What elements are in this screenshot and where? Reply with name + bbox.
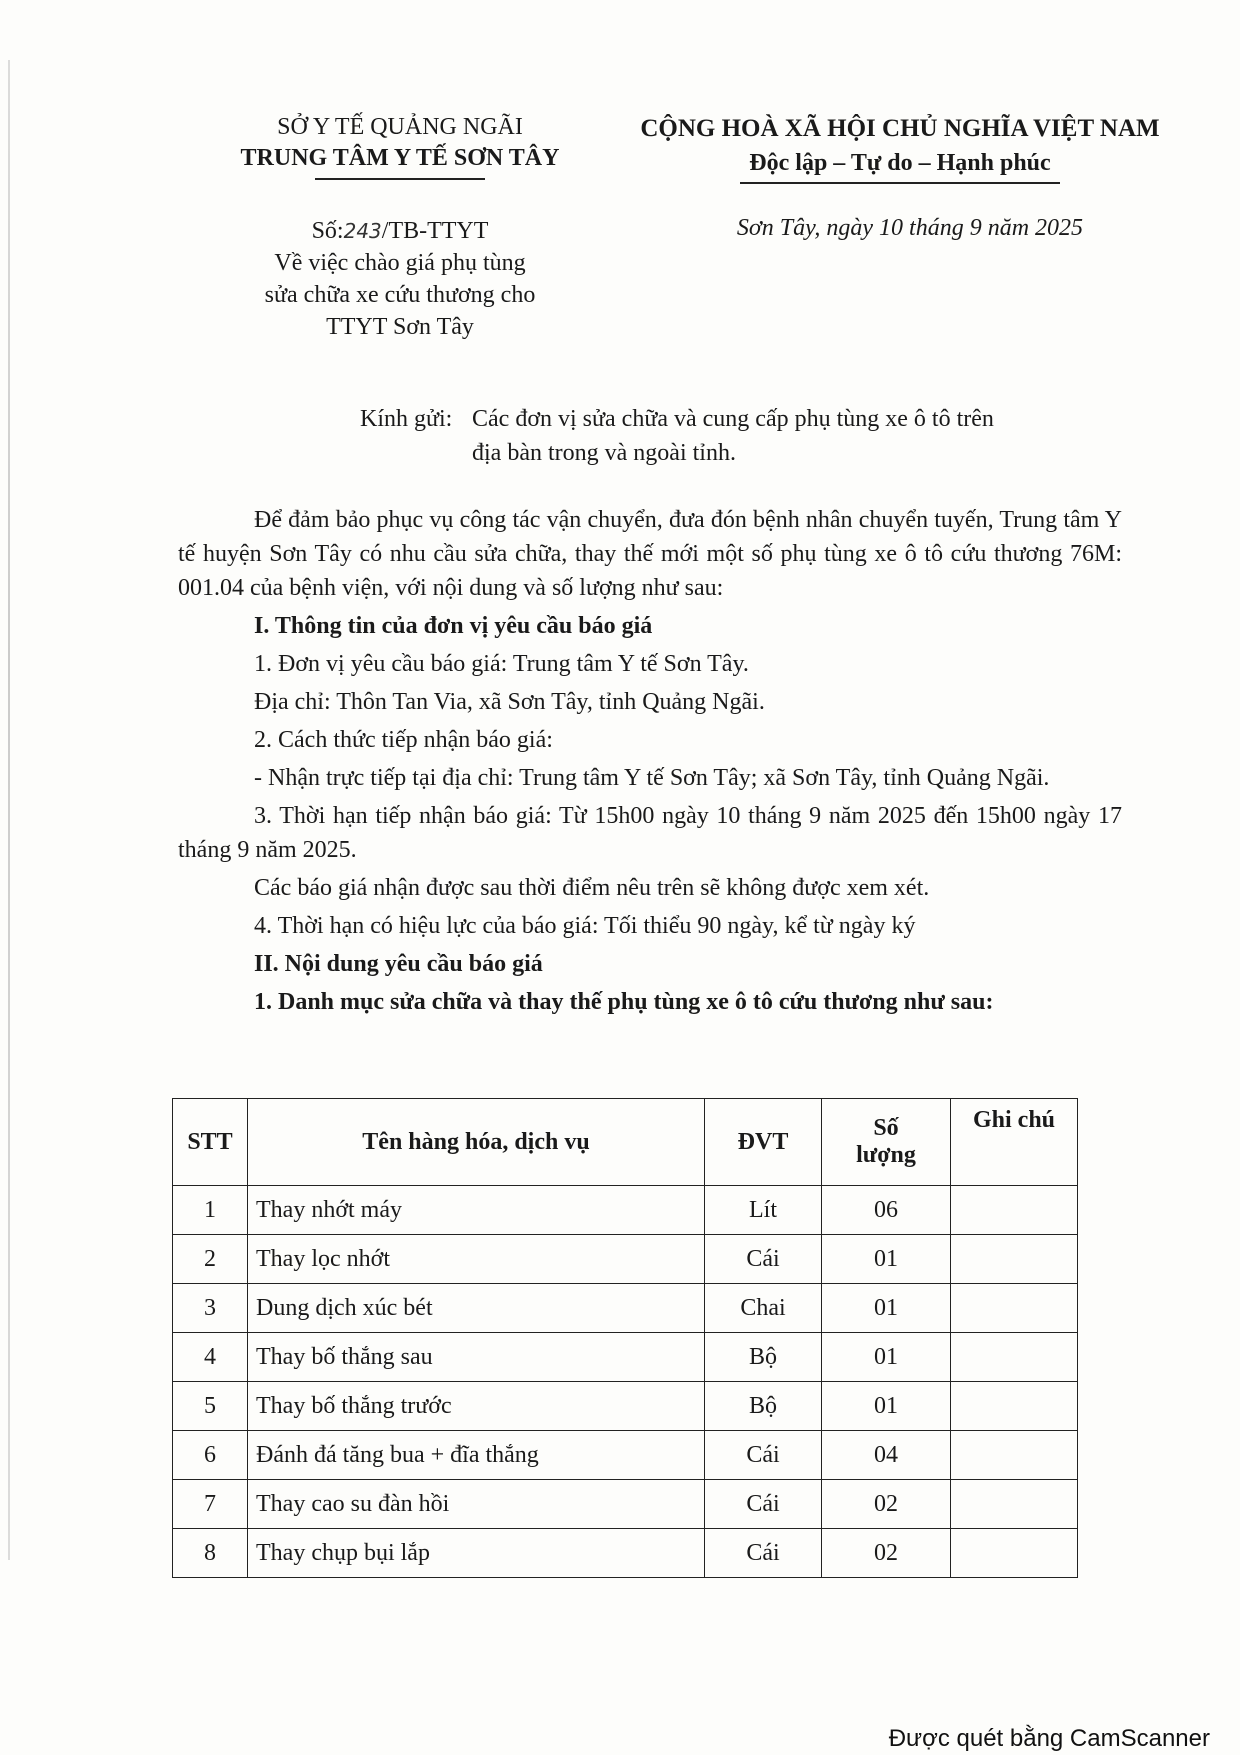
cell-note [951, 1284, 1078, 1333]
document-number-block [200, 215, 600, 343]
subject-line-3: TTYT Sơn Tây [326, 314, 474, 340]
cell-name: Thay chụp bụi lắp [248, 1529, 705, 1578]
parts-table [172, 1098, 1078, 1578]
cell-unit: Lít [705, 1186, 822, 1235]
cell-qty: 01 [822, 1382, 951, 1431]
header-qty-line-2: lượng [856, 1142, 916, 1168]
cell-unit: Cái [705, 1431, 822, 1480]
country-name: CỘNG HOÀ XÃ HỘI CHỦ NGHĨA VIỆT NAM [640, 115, 1160, 142]
cell-qty: 01 [822, 1284, 951, 1333]
cell-stt: 3 [173, 1284, 248, 1333]
cell-qty: 06 [822, 1186, 951, 1235]
cell-name: Thay bố thắng trước [248, 1382, 705, 1431]
cell-stt: 4 [173, 1333, 248, 1382]
national-title-block [590, 112, 1210, 184]
cell-qty: 02 [822, 1529, 951, 1578]
cell-name: Dung dịch xúc bét [248, 1284, 705, 1333]
subject-line-1: Về việc chào giá phụ tùng [274, 250, 526, 276]
table-row [173, 1480, 1078, 1529]
table-row [173, 1333, 1078, 1382]
cell-name: Thay lọc nhớt [248, 1235, 705, 1284]
section-2-item-1: 1. Danh mục sửa chữa và thay thế phụ tùng xe ô tô cứu thương như sau: [254, 989, 994, 1015]
cell-note [951, 1186, 1078, 1235]
cell-unit: Cái [705, 1529, 822, 1578]
cell-unit: Bộ [705, 1382, 822, 1431]
issuing-organization: TRUNG TÂM Y TẾ SƠN TÂY [240, 145, 560, 171]
issuer-underline [315, 178, 485, 180]
document-number-prefix: Số: [311, 218, 344, 244]
header-unit: ĐVT [705, 1099, 822, 1186]
cell-name: Thay cao su đàn hồi [248, 1480, 705, 1529]
parent-organization: SỞ Y TẾ QUẢNG NGÃI [277, 114, 523, 140]
header-note: Ghi chú [951, 1099, 1078, 1186]
section-1-item-2-detail: - Nhận trực tiếp tại địa chỉ: Trung tâm Y tế Sơn Tây; xã Sơn Tây, tỉnh Quảng Ngãi. [254, 765, 1050, 791]
header-stt: STT [173, 1099, 248, 1186]
cell-stt: 1 [173, 1186, 248, 1235]
document-body [178, 503, 1122, 1019]
cell-stt: 5 [173, 1382, 248, 1431]
cell-qty: 04 [822, 1431, 951, 1480]
cell-stt: 8 [173, 1529, 248, 1578]
cell-note [951, 1529, 1078, 1578]
recipient-label: Kính gửi: [360, 406, 453, 432]
table-header-row [173, 1099, 1078, 1186]
header-qty [822, 1099, 951, 1186]
cell-stt: 7 [173, 1480, 248, 1529]
header-qty-line-1: Số [873, 1115, 899, 1141]
cell-note [951, 1333, 1078, 1382]
scanner-watermark: Được quét bằng CamScanner [888, 1725, 1210, 1752]
cell-stt: 2 [173, 1235, 248, 1284]
place-date: Sơn Tây, ngày 10 tháng 9 năm 2025 [736, 215, 1084, 241]
section-1-item-4: 4. Thời hạn có hiệu lực của báo giá: Tối thiểu 90 ngày, kể từ ngày ký [254, 913, 916, 939]
table-row [173, 1235, 1078, 1284]
section-1-title: I. Thông tin của đơn vị yêu cầu báo giá [254, 613, 653, 639]
cell-name: Thay bố thắng sau [248, 1333, 705, 1382]
section-1-address: Địa chỉ: Thôn Tan Via, xã Sơn Tây, tỉnh Quảng Ngãi. [254, 689, 765, 715]
document-number-suffix: /TB-TTYT [381, 218, 489, 244]
cell-note [951, 1235, 1078, 1284]
cell-unit: Chai [705, 1284, 822, 1333]
cell-qty: 01 [822, 1333, 951, 1382]
table-row [173, 1382, 1078, 1431]
cell-note [951, 1431, 1078, 1480]
cell-note [951, 1480, 1078, 1529]
subject-line-2: sửa chữa xe cứu thương cho [264, 282, 536, 308]
header-name: Tên hàng hóa, dịch vụ [248, 1099, 705, 1186]
cell-unit: Cái [705, 1480, 822, 1529]
section-1-note: Các báo giá nhận được sau thời điểm nêu trên sẽ không được xem xét. [254, 875, 930, 901]
section-1-item-3: 3. Thời hạn tiếp nhận báo giá: Từ 15h00 ngày 10 tháng 9 năm 2025 đến 15h00 ngày 17 tháng 9 năm 2025. [178, 803, 1122, 863]
table-row [173, 1186, 1078, 1235]
cell-stt: 6 [173, 1431, 248, 1480]
issuer-block [200, 112, 600, 180]
national-motto: Độc lập – Tự do – Hạnh phúc [749, 150, 1051, 176]
section-1-item-1: 1. Đơn vị yêu cầu báo giá: Trung tâm Y tế Sơn Tây. [254, 651, 749, 677]
section-2-title: II. Nội dung yêu cầu báo giá [254, 951, 543, 977]
motto-underline [740, 182, 1060, 184]
section-1-item-2: 2. Cách thức tiếp nhận báo giá: [254, 727, 553, 753]
intro-paragraph: Để đảm bảo phục vụ công tác vận chuyển, đưa đón bệnh nhân chuyển tuyến, Trung tâm Y tế huyện Sơn Tây có nhu cầu sửa chữa, thay thế mới một số phụ tùng xe ô tô cứu thương 76M: 001.04 của bệnh viện, với nội dung và số lượng như sau: [178, 507, 1122, 601]
cell-unit: Cái [705, 1235, 822, 1284]
cell-name: Thay nhớt máy [248, 1186, 705, 1235]
document-number-handwritten: 243 [343, 219, 382, 243]
cell-qty: 02 [822, 1480, 951, 1529]
cell-name: Đánh đá tăng bua + đĩa thắng [248, 1431, 705, 1480]
cell-note [951, 1382, 1078, 1431]
cell-unit: Bộ [705, 1333, 822, 1382]
recipient-block [360, 402, 1140, 470]
table-row [173, 1529, 1078, 1578]
table-row [173, 1284, 1078, 1333]
recipient-line-1: Các đơn vị sửa chữa và cung cấp phụ tùng xe ô tô trên [472, 406, 994, 432]
document-number [200, 215, 600, 247]
cell-qty: 01 [822, 1235, 951, 1284]
recipient-line-2: địa bàn trong và ngoài tỉnh. [472, 440, 736, 466]
table-row [173, 1431, 1078, 1480]
